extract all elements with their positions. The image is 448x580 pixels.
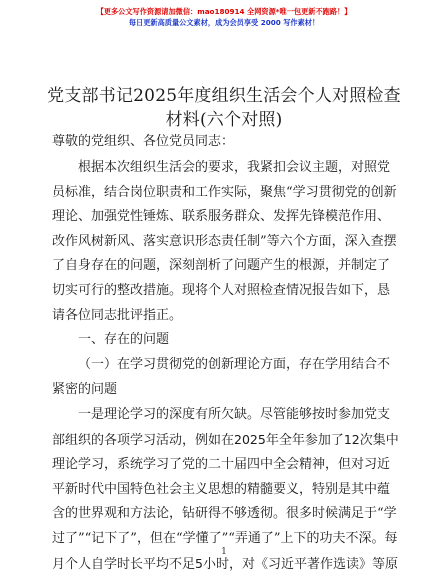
body-text: 一是理论学习的深度有所欠缺。尽管能够按时参加党支部组织的各项学习活动，例如在	[52, 407, 391, 448]
page-number: 1	[221, 547, 227, 557]
section-heading: 一、存在的问题	[78, 332, 170, 347]
body-text: 小时，对《习近平著作选读》等原	[202, 556, 398, 572]
promo-banner	[0, 6, 448, 28]
body-text: 次集中理论学习，系统学习了党的二十届四中全会精神，但对习近平新时代中国特色社会主义思想的精髓要义，特别是其中蕴含的世界观和方法论，钻研得不够透彻。很多时候满足于“学过了”“记下了”，但在“学懂了”“弄通了”上下的功夫不深。每月个人自学时长平均不足	[52, 432, 399, 572]
session-count: 12	[343, 431, 360, 447]
salutation: 尊敬的党组织、各位党员同志：	[52, 134, 235, 149]
subsection-heading: （一）在学习贯彻党的创新理论方面，存在学用结合不紧密的问题	[52, 357, 391, 397]
promo-banner-line-2: 每日更新高质量公文素材，成为会员享受 2000 写作素材！	[128, 18, 320, 27]
year-value: 2025	[234, 431, 266, 447]
study-hours: 5	[195, 555, 203, 571]
document-title: 党支部书记2025年度组织生活会个人对照检查材料(六个对照)	[47, 86, 401, 130]
intro-paragraph: 根据本次组织生活会的要求，我紧扣会议主题，对照党员标准，结合岗位职责和工作实际，聚焦“学习贯彻党的创新理论、加强党性锤炼、联系服务群众、发挥先锋模范作用、改作风树新风、落实意识形态责任制”等六个方面，深入查摆了自身存在的问题，深刻剖析了问题产生的根源，并制定了切实可行的整改措施。现将个人对照检查情况报告如下，恳请各位同志批评指正。	[52, 160, 397, 323]
body-text: 年全年参加了	[265, 432, 344, 448]
promo-banner-line-1: 【更多公文写作资源请加微信：mao180914 全网资源*唯一包更新不跑路！】	[96, 7, 352, 16]
